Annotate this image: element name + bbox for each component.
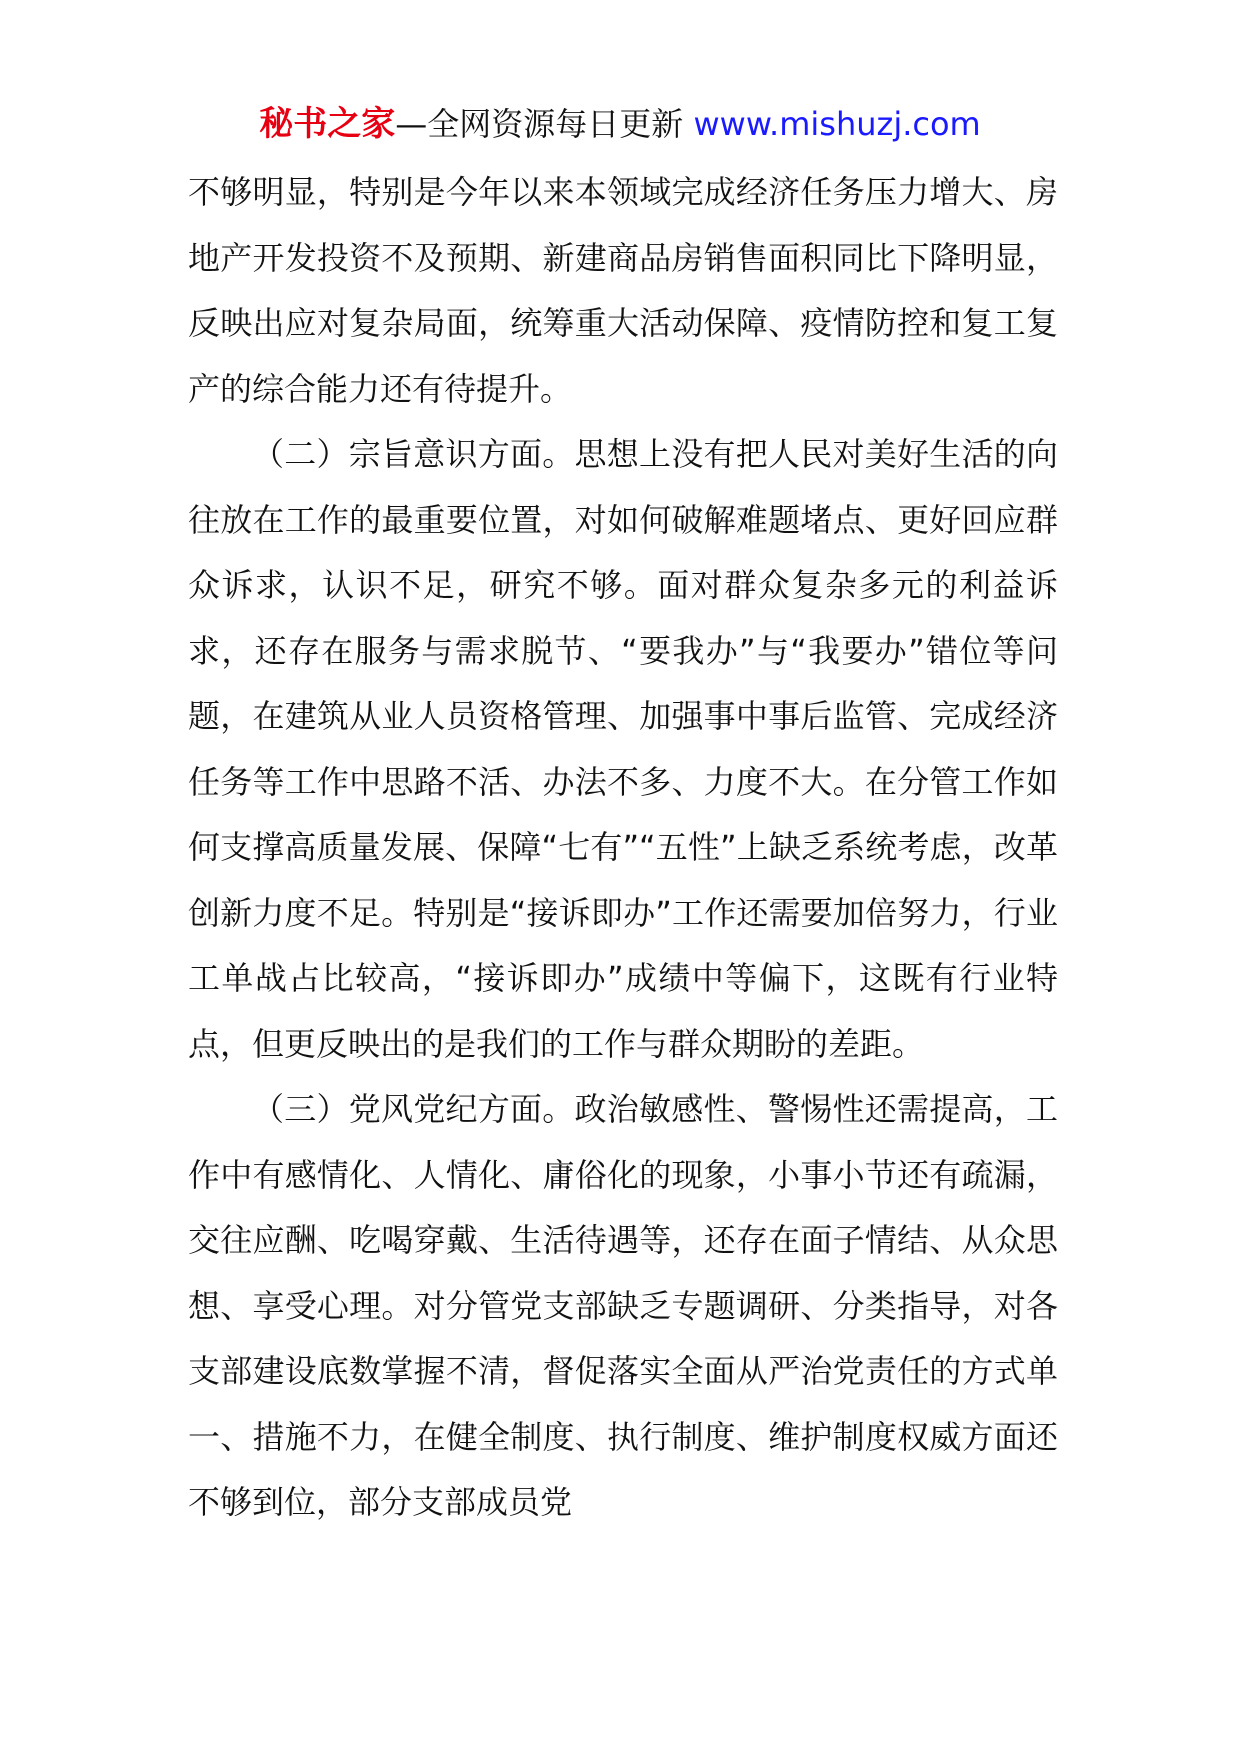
page-header: [0, 100, 1240, 148]
document-body: [188, 160, 1058, 1536]
paragraph-continuation: 不够明显，特别是今年以来本领域完成经济任务压力增大、房地产开发投资不及预期、新建商品房销售面积同比下降明显，反映出应对复杂局面，统筹重大活动保障、疫情防控和复工复产的综合能力还有待提升。: [188, 173, 1058, 408]
paragraph-purpose-awareness: （二）宗旨意识方面。思想上没有把人民对美好生活的向往放在工作的最重要位置，对如何破解难题堵点、更好回应群众诉求，认识不足，研究不够。面对群众复杂多元的利益诉求，还存在服务与需求脱节、“要我办”与“我要办”错位等问题，在建筑从业人员资格管理、加强事中事后监管、完成经济任务等工作中思路不活、办法不多、力度不大。在分管工作如何支撑高质量发展、保障“七有”“五性”上缺乏系统考虑，改革创新力度不足。特别是“接诉即办”工作还需要加倍努力，行业工单战占比较高，“接诉即办”成绩中等偏下，这既有行业特点，但更反映出的是我们的工作与群众期盼的差距。: [188, 435, 1058, 1063]
brand-name: 秘书之家: [259, 104, 396, 144]
site-url[interactable]: www.mishuzj.com: [693, 105, 981, 143]
header-tagline: —全网资源每日更新: [395, 105, 694, 143]
paragraph-party-discipline: （三）党风党纪方面。政治敏感性、警惕性还需提高，工作中有感情化、人情化、庸俗化的现象，小事小节还有疏漏，交往应酬、吃喝穿戴、生活待遇等，还存在面子情结、从众思想、享受心理。对分管党支部缺乏专题调研、分类指导，对各支部建设底数掌握不清，督促落实全面从严治党责任的方式单一、措施不力，在健全制度、执行制度、维护制度权威方面还不够到位，部分支部成员党: [188, 1090, 1058, 1521]
